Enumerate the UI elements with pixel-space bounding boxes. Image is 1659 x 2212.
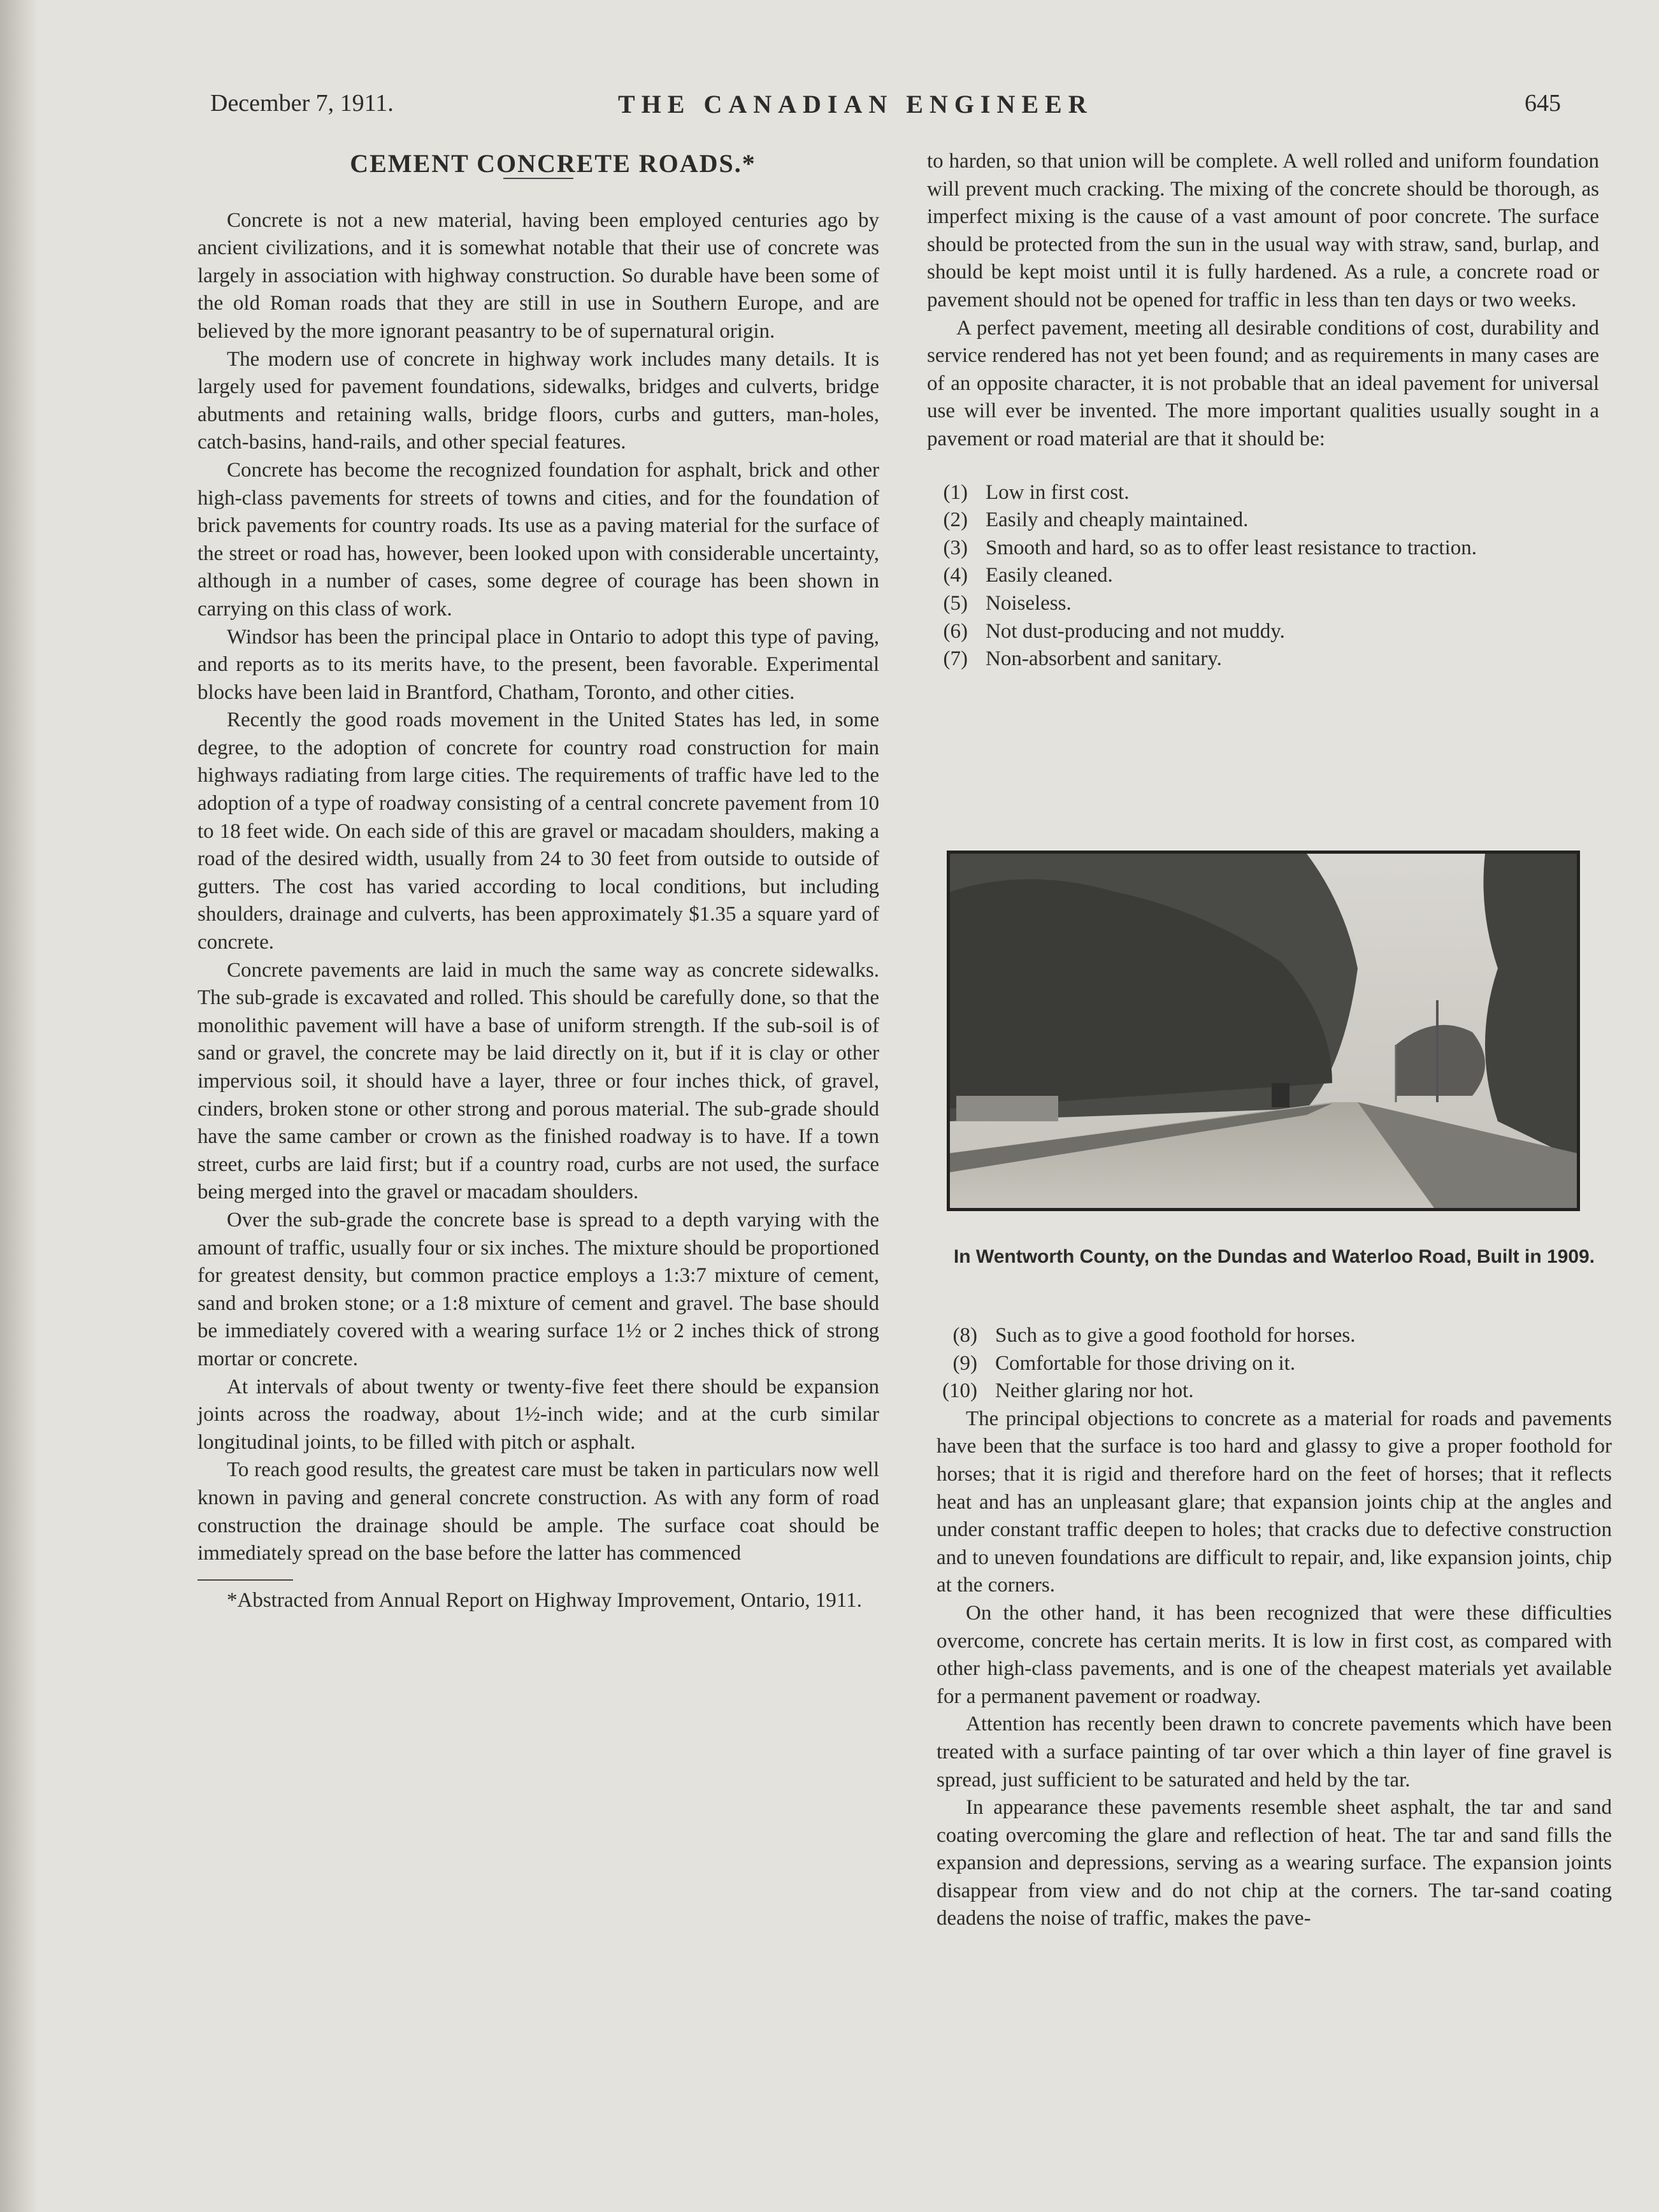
footnote-rule <box>198 1579 293 1581</box>
paragraph: On the other hand, it has been recognized that were these difficulties overcome, concrete has certain merits. It is low in first cost, as compared with other high-class pavements, and is one of the cheapest materials yet available for a permanent pavement or roadway. <box>937 1601 1612 1708</box>
page-binding-shadow <box>0 0 38 2212</box>
list-text: Not dust-producing and not muddy. <box>986 619 1285 643</box>
list-number: (6) <box>943 619 968 643</box>
list-item <box>937 1322 1612 1350</box>
list-item <box>927 618 1599 646</box>
article-title: CEMENT CONCRETE ROADS.* <box>350 149 756 178</box>
list-text: Easily and cheaply maintained. <box>986 508 1249 532</box>
list-text: Comfortable for those driving on it. <box>995 1351 1296 1375</box>
list-number: (5) <box>943 591 968 615</box>
list-number: (4) <box>943 564 968 587</box>
list-item <box>927 506 1599 535</box>
paragraph: A perfect pavement, meeting all desirable conditions of cost, durability and service rendered has not yet been found; and as requirements in many cases are of an opposite character, it is not probable that an ideal pavement for universal use will ever be invented. The more important qualities usually sought in a pavement or road material are that it should be: <box>927 316 1599 450</box>
list-number: (7) <box>943 647 968 671</box>
photo-image <box>950 854 1577 1208</box>
list-item <box>927 562 1599 590</box>
list-text: Neither glaring nor hot. <box>995 1379 1194 1403</box>
paragraph: To reach good results, the greatest care must be taken in particulars now well known in paving and general concrete construction. As with any form of road construction the drainage should be ample. The surface coat should be immediately spread on the base before the latter has commenced <box>198 1458 879 1565</box>
list-number: (10) <box>942 1379 977 1403</box>
list-text: Noiseless. <box>986 591 1072 615</box>
list-item <box>937 1350 1612 1378</box>
running-header <box>210 89 1561 127</box>
list-number: (9) <box>952 1351 977 1375</box>
list-text: Easily cleaned. <box>986 564 1113 587</box>
road-photograph <box>947 851 1580 1211</box>
paragraph: Attention has recently been drawn to concrete pavements which have been treated with a surface painting of tar over which a thin layer of fine gravel is spread, just sufficient to be saturated and held by the tar. <box>937 1713 1612 1792</box>
list-text: Non-absorbent and sanitary. <box>986 647 1222 671</box>
paragraph: The modern use of concrete in highway work includes many details. It is largely used for pavement foundations, sidewalks, bridges and culverts, bridge abutments and retaining walls, bridge floors, curbs and gutters, man-holes, catch-basins, hand-rails, and other special features. <box>198 347 879 454</box>
journal-title: THE CANADIAN ENGINEER <box>618 90 1093 118</box>
list-number: (1) <box>943 480 968 504</box>
list-text: Such as to give a good foothold for horses. <box>995 1324 1356 1347</box>
paragraph: Windsor has been the principal place in Ontario to adopt this type of paving, and reports as to its merits have, to the present, been favorable. Experimental blocks have been laid in Brantford, Chatham, Toronto, and other cities. <box>198 625 879 704</box>
list-number: (3) <box>943 536 968 559</box>
issue-date: December 7, 1911. <box>210 90 394 117</box>
left-column <box>198 150 879 1614</box>
paragraph: Concrete has become the recognized foundation for asphalt, brick and other high-class pavements for streets of towns and cities, and for the foundation of brick pavements for country roads. Its use as a paving material for the surface of the street or road has, however, been looked upon with considerable uncertainty, although in a number of cases, some degree of courage has been shown in carrying on this class of work. <box>198 458 879 621</box>
list-number: (8) <box>952 1324 977 1347</box>
list-item <box>927 590 1599 618</box>
list-number: (2) <box>943 508 968 532</box>
list-text: Low in first cost. <box>986 480 1130 504</box>
paragraph: Over the sub-grade the concrete base is spread to a depth varying with the amount of traffic, usually four or six inches. The mixture should be proportioned for greatest density, but common practice employs a 1:3:7 mixture of cement, sand and broken stone; or a 1:8 mixture of cement and gravel. The base should be immediately covered with a wearing surface 1½ or 2 inches thick of strong mortar or concrete. <box>198 1208 879 1370</box>
paragraph: Recently the good roads movement in the United States has led, in some degree, to the adoption of concrete for country road construction for main highways radiating from large cities. The requirements of traffic have led to the adoption of a type of roadway consisting of a central concrete pavement from 10 to 18 feet wide. On each side of this are gravel or macadam shoulders, making a road of the desired width, usually from 24 to 30 feet from outside to outside of gutters. The cost has varied according to local conditions, but including shoulders, drainage and culverts, has been approximately $1.35 a square yard of concrete. <box>198 708 879 954</box>
paragraph: to harden, so that union will be complete. A well rolled and uniform foundation will prevent much cracking. The mixing of the concrete should be thorough, as imperfect mixing is the cause of a vast amount of poor concrete. The surface should be protected from the sun in the usual way with straw, sand, burlap, and should be kept moist until it is fully hardened. As a rule, a concrete road or pavement should not be opened for traffic in less than ten days or two weeks. <box>927 150 1599 312</box>
list-item <box>927 535 1599 563</box>
right-column-bottom <box>937 1322 1612 1933</box>
qualities-list <box>927 479 1599 673</box>
list-item <box>927 479 1599 507</box>
paragraph: Concrete is not a new material, having been employed centuries ago by ancient civilizations, and it is somewhat notable that their use of concrete was largely in association with highway construction. So durable have been some of the old Roman roads that they are still in use in Southern Europe, and are believed by the more ignorant peasantry to be of supernatural origin. <box>198 208 879 343</box>
right-column-top <box>927 148 1599 673</box>
paragraph: In appearance these pavements resemble sheet asphalt, the tar and sand coating overcoming the glare and reflection of heat. The tar and sand fills the expansion and depressions, serving as a wearing surface. The expansion joints disappear from view and do not chip at the corners. The tar-sand coating deadens the noise of traffic, makes the pave- <box>937 1796 1612 1930</box>
list-text: Smooth and hard, so as to offer least resistance to traction. <box>986 536 1477 559</box>
page-number: 645 <box>1525 90 1561 117</box>
paragraph: The principal objections to concrete as a material for roads and pavements have been that the surface is too hard and glassy to give a proper foothold for horses; that it is rigid and therefore hard on the feet of horses; that it reflects heat and has an unpleasant glare; that expansion joints chip at the angles and under constant traffic deepen to holes; that cracks due to defective construction and to uneven foundations are difficult to repair, and, like expansion joints, chip at the corners. <box>937 1407 1612 1597</box>
paragraph: Concrete pavements are laid in much the same way as concrete sidewalks. The sub-grade is excavated and rolled. This should be carefully done, so that the monolithic pavement will have a base of uniform strength. If the sub-soil is of sand or gravel, the concrete may be laid directly on it, but if it is clay or other impervious soil, it should have a layer, three or four inches thick, of gravel, cinders, broken stone or other strong and porous material. The sub-grade should have the same camber or crown as the finished roadway is to have. If a town street, curbs are laid first; but if a country road, curbs are not used, the surface being merged into the gravel or macadam shoulders. <box>198 958 879 1204</box>
list-item <box>937 1377 1612 1405</box>
paragraph: At intervals of about twenty or twenty-five feet there should be expansion joints across the roadway, about 1½-inch wide; and at the curb similar longitudinal joints, to be filled with pitch or asphalt. <box>198 1375 879 1454</box>
footnote: *Abstracted from Annual Report on Highway Improvement, Ontario, 1911. <box>227 1588 862 1612</box>
photo-caption: In Wentworth County, on the Dundas and Waterloo Road, Built in 1909. <box>953 1246 1595 1267</box>
list-item <box>927 645 1599 673</box>
qualities-list-continued <box>937 1322 1612 1405</box>
